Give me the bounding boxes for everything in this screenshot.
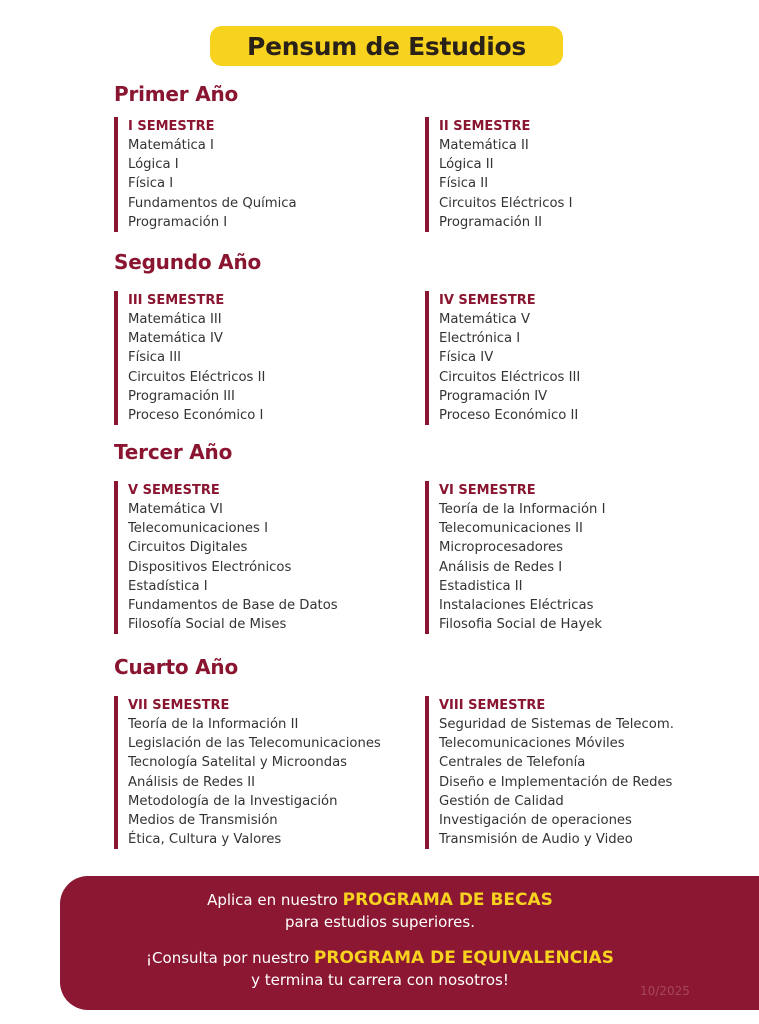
course-item: Medios de Transmisión xyxy=(128,812,278,828)
course-item: Microprocesadores xyxy=(439,540,563,556)
semester-title: VI SEMESTRE xyxy=(439,483,536,498)
course-item: Proceso Económico I xyxy=(128,407,264,423)
semester-block xyxy=(425,117,572,232)
course-item: Tecnología Satelital y Microondas xyxy=(128,755,348,771)
year-heading-3: Tercer Año xyxy=(114,440,233,464)
course-item: Circuitos Eléctricos II xyxy=(128,369,266,385)
page-title: Pensum de Estudios xyxy=(247,31,526,61)
promo-text-3: ¡Consulta por nuestro xyxy=(146,949,314,967)
semester-block xyxy=(114,117,297,232)
course-item: Circuitos Eléctricos I xyxy=(439,195,573,211)
course-item: Estadistica II xyxy=(439,578,523,594)
semester-title: I SEMESTRE xyxy=(128,119,215,134)
course-item: Filosofía Social de Mises xyxy=(128,617,287,633)
course-item: Telecomunicaciones I xyxy=(128,521,268,537)
semester-title: IV SEMESTRE xyxy=(439,293,536,308)
semester-block xyxy=(114,481,338,634)
promo-line-2: para estudios superiores. xyxy=(285,913,475,931)
promo-line-4: y termina tu carrera con nosotros! xyxy=(251,971,509,989)
course-item: Instalaciones Eléctricas xyxy=(439,597,594,613)
course-item: Proceso Económico II xyxy=(439,407,579,423)
course-item: Física I xyxy=(128,176,174,192)
equivalence-program-highlight: PROGRAMA DE EQUIVALENCIAS xyxy=(313,948,614,968)
course-item: Análisis de Redes I xyxy=(439,559,563,575)
semester-title: V SEMESTRE xyxy=(128,483,220,498)
scholarship-program-highlight: PROGRAMA DE BECAS xyxy=(342,890,553,910)
course-item: Física III xyxy=(128,350,181,366)
course-item: Lógica I xyxy=(128,157,179,173)
course-item: Centrales de Telefonía xyxy=(439,755,586,771)
semester-block xyxy=(425,291,580,425)
course-item: Gestión de Calidad xyxy=(439,793,564,809)
course-item: Matemática I xyxy=(128,138,214,153)
date-stamp: 10/2025 xyxy=(640,984,690,998)
course-item: Matemática III xyxy=(128,312,222,327)
course-item: Circuitos Digitales xyxy=(128,540,248,556)
year-heading-2: Segundo Año xyxy=(114,250,262,274)
course-item: Telecomunicaciones II xyxy=(439,521,583,537)
course-item: Estadística I xyxy=(128,578,208,594)
course-item: Matemática IV xyxy=(128,331,223,347)
course-item: Metodología de la Investigación xyxy=(128,793,338,809)
semester-block xyxy=(425,696,674,849)
course-item: Circuitos Eléctricos III xyxy=(439,369,581,385)
promo-line-1 xyxy=(60,890,700,910)
semester-title: II SEMESTRE xyxy=(439,119,531,134)
course-item: Seguridad de Sistemas de Telecom. xyxy=(439,717,674,732)
course-item: Teoría de la Información I xyxy=(439,502,606,517)
course-item: Fundamentos de Química xyxy=(128,195,297,211)
semester-block xyxy=(425,481,605,634)
semester-title: III SEMESTRE xyxy=(128,293,225,308)
promo-text-1: Aplica en nuestro xyxy=(207,891,343,909)
year-heading-1: Primer Año xyxy=(114,82,239,106)
course-item: Física IV xyxy=(439,350,494,366)
course-item: Matemática V xyxy=(439,312,531,327)
semester-title: VIII SEMESTRE xyxy=(439,698,546,713)
course-item: Fundamentos de Base de Datos xyxy=(128,597,338,613)
course-item: Investigación de operaciones xyxy=(439,812,632,828)
course-item: Diseño e Implementación de Redes xyxy=(439,774,673,790)
course-item: Ética, Cultura y Valores xyxy=(128,832,282,848)
course-item: Transmisión de Audio y Video xyxy=(439,832,633,848)
course-item: Programación IV xyxy=(439,388,548,404)
course-item: Programación I xyxy=(128,214,228,230)
course-item: Programación II xyxy=(439,214,543,230)
course-item: Teoría de la Información II xyxy=(128,717,299,732)
course-item: Legislación de las Telecomunicaciones xyxy=(128,736,381,752)
semester-block xyxy=(114,696,381,849)
semester-title: VII SEMESTRE xyxy=(128,698,230,713)
course-item: Análisis de Redes II xyxy=(128,774,256,790)
course-item: Filosofia Social de Hayek xyxy=(439,617,603,633)
course-item: Programación III xyxy=(128,388,235,404)
course-item: Matemática II xyxy=(439,138,529,153)
course-item: Física II xyxy=(439,176,489,192)
course-item: Telecomunicaciones Móviles xyxy=(439,736,625,752)
course-item: Matemática VI xyxy=(128,502,223,517)
semester-block xyxy=(114,291,265,425)
course-item: Dispositivos Electrónicos xyxy=(128,559,292,575)
course-item: Electrónica I xyxy=(439,331,521,347)
promo-line-3 xyxy=(60,948,700,968)
title-banner xyxy=(210,26,563,66)
year-heading-4: Cuarto Año xyxy=(114,655,238,679)
course-item: Lógica II xyxy=(439,157,494,173)
